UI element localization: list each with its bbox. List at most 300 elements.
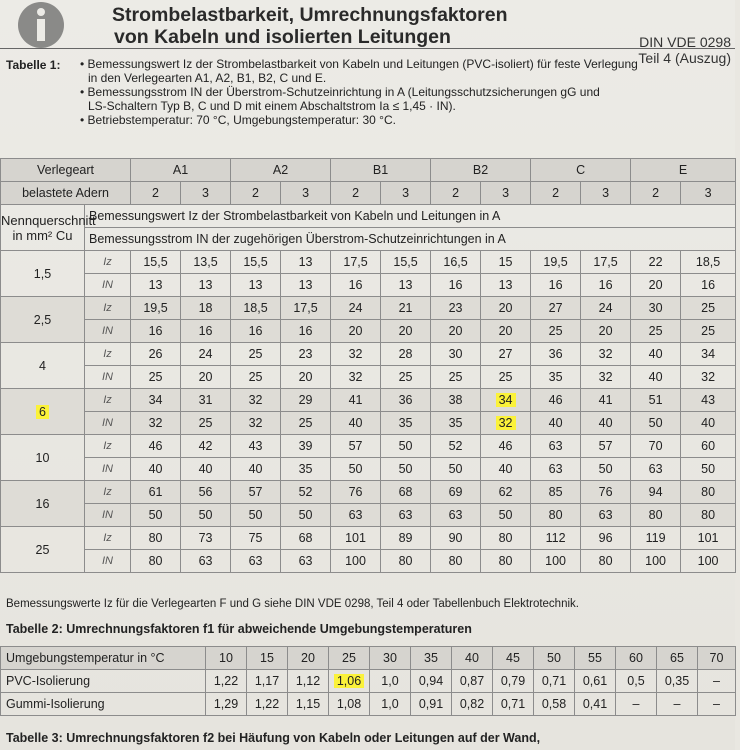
value-cell — [581, 251, 631, 274]
cell-value: 57 — [348, 439, 363, 453]
cell-value: 50 — [198, 508, 213, 522]
value-cell — [531, 274, 581, 297]
value-cell — [131, 412, 181, 435]
cross-section-cell — [1, 481, 85, 527]
cell-value: 50 — [298, 508, 313, 522]
value-cell — [581, 481, 631, 504]
value-cell — [631, 251, 681, 274]
value-cell — [181, 527, 231, 550]
gummi-factor: 1,08 — [329, 693, 370, 716]
cell-value: 89 — [398, 531, 413, 545]
value-cell — [181, 412, 231, 435]
gummi-factor: 1,22 — [247, 693, 288, 716]
adern-count: 3 — [481, 182, 531, 205]
cell-value: 100 — [345, 554, 366, 568]
value-cell — [181, 389, 231, 412]
cross-section-cell — [1, 343, 85, 389]
factor-value: 0,71 — [541, 674, 567, 688]
cell-value: 25 — [701, 324, 716, 338]
cell-value: 101 — [697, 531, 719, 545]
value-cell — [331, 527, 381, 550]
value-cell — [131, 297, 181, 320]
cell-value: 23 — [298, 347, 313, 361]
cell-value: 50 — [398, 439, 413, 453]
cell-value: 16 — [701, 278, 716, 292]
value-cell — [531, 481, 581, 504]
value-cell — [131, 550, 181, 573]
cell-value: 80 — [548, 508, 563, 522]
iz-symbol: Iz — [85, 435, 131, 458]
cell-value: 20 — [648, 278, 663, 292]
cell-value: 50 — [348, 462, 363, 476]
value-cell — [231, 412, 281, 435]
factor-value: 0,61 — [582, 674, 608, 688]
value-cell — [331, 366, 381, 389]
value-cell — [431, 550, 481, 573]
cell-value: 112 — [545, 531, 566, 545]
value-cell — [681, 504, 736, 527]
gummi-factor: 0,41 — [575, 693, 616, 716]
value-cell — [381, 274, 431, 297]
cell-value: 32 — [148, 416, 163, 430]
cell-value: 119 — [645, 531, 666, 545]
cell-value: 16 — [448, 278, 463, 292]
value-cell — [681, 550, 736, 573]
value-cell — [331, 389, 381, 412]
value-cell — [581, 297, 631, 320]
value-cell — [331, 251, 381, 274]
cell-value: 25 — [148, 370, 163, 384]
cell-value: 25 — [298, 416, 313, 430]
cell-value: 50 — [248, 508, 263, 522]
cross-section-cell — [1, 297, 85, 343]
cell-value: 69 — [448, 485, 463, 499]
cell-value: 31 — [198, 393, 213, 407]
cell-value: 25 — [448, 370, 463, 384]
value-cell — [131, 320, 181, 343]
cell-value: 50 — [148, 508, 163, 522]
cross-section-value: 1,5 — [33, 266, 52, 281]
cell-value: 24 — [348, 301, 363, 315]
value-cell — [381, 458, 431, 481]
gummi-factor: – — [698, 693, 736, 716]
cell-value: 41 — [348, 393, 363, 407]
table1-notes: • Bemessungswert Iz der Strombelastbarkeit von Kabeln und Leitungen (PVC-isoliert) für feste Verlegung in den Verlegearten A1, A2, B1, B2, C und E. • Bemessungsstrom IN der Überstrom-Schutzeinrichtung in A (Leitungsschutzsicherungen gG und LS-Schaltern Typ B, C und D mit einem Abschaltstrom Ia ≤ 1,45 · IN). • Betriebstemperatur: 70 °C, Umgebungstemperatur: 30 °C. — [80, 57, 638, 127]
value-cell — [431, 389, 481, 412]
cross-section-cell — [1, 389, 85, 435]
value-cell — [231, 458, 281, 481]
value-cell — [531, 412, 581, 435]
nq-label-line1: Nennquerschnitt — [1, 212, 96, 228]
value-cell — [381, 251, 431, 274]
pvc-factor — [411, 670, 452, 693]
cell-value: 21 — [398, 301, 413, 315]
value-cell — [431, 527, 481, 550]
temp-value: 30 — [370, 647, 411, 670]
factor-value: 0,79 — [500, 674, 526, 688]
cell-value: 20 — [298, 370, 313, 384]
value-cell — [631, 274, 681, 297]
value-cell — [431, 297, 481, 320]
cell-value: 20 — [398, 324, 413, 338]
cell-value: 63 — [398, 508, 413, 522]
cell-value: 63 — [248, 554, 263, 568]
cell-value: 80 — [448, 554, 463, 568]
value-cell — [181, 458, 231, 481]
temp-value: 50 — [534, 647, 575, 670]
value-cell — [681, 481, 736, 504]
cell-value: 75 — [248, 531, 263, 545]
value-cell — [381, 320, 431, 343]
cell-value: 16,5 — [443, 255, 468, 269]
method-header: E — [631, 159, 736, 182]
cell-value: 34 — [496, 393, 516, 407]
cell-value: 19,5 — [543, 255, 568, 269]
current-capacity-table — [0, 158, 736, 573]
value-cell — [681, 412, 736, 435]
value-cell — [331, 481, 381, 504]
table1-footnote: Bemessungswerte Iz für die Verlegearten F und G siehe DIN VDE 0298, Teil 4 oder Tabellenbuch Elektrotechnik. — [6, 598, 579, 610]
cell-value: 18 — [198, 301, 213, 315]
factor-value: – — [713, 674, 720, 688]
temp-value: 25 — [329, 647, 370, 670]
cell-value: 60 — [701, 439, 716, 453]
value-cell — [531, 504, 581, 527]
cell-value: 63 — [598, 508, 613, 522]
cell-value: 16 — [348, 278, 363, 292]
value-cell — [231, 550, 281, 573]
value-cell — [631, 343, 681, 366]
value-cell — [281, 458, 331, 481]
value-cell — [581, 550, 631, 573]
cell-value: 32 — [496, 416, 516, 430]
gummi-factor: 0,91 — [411, 693, 452, 716]
value-cell — [531, 527, 581, 550]
cell-value: 32 — [248, 393, 263, 407]
value-cell — [181, 320, 231, 343]
value-cell — [631, 550, 681, 573]
cell-value: 30 — [448, 347, 463, 361]
value-cell — [181, 504, 231, 527]
value-cell — [431, 458, 481, 481]
cell-value: 68 — [298, 531, 313, 545]
value-cell — [581, 458, 631, 481]
cell-value: 63 — [348, 508, 363, 522]
cell-value: 32 — [598, 370, 613, 384]
cell-value: 20 — [498, 301, 513, 315]
value-cell — [281, 481, 331, 504]
cell-value: 20 — [348, 324, 363, 338]
cell-value: 32 — [248, 416, 263, 430]
cell-value: 101 — [345, 531, 366, 545]
cell-value: 25 — [648, 324, 663, 338]
value-cell — [331, 274, 381, 297]
value-cell — [181, 297, 231, 320]
iz-symbol: Iz — [85, 527, 131, 550]
cross-section-value: 10 — [35, 450, 50, 465]
cell-value: 15,5 — [243, 255, 268, 269]
cell-value: 50 — [701, 462, 716, 476]
value-cell — [381, 389, 431, 412]
cell-value: 100 — [697, 554, 719, 568]
value-cell — [381, 366, 431, 389]
value-cell — [381, 435, 431, 458]
value-cell — [531, 550, 581, 573]
cell-value: 32 — [598, 347, 613, 361]
value-cell — [681, 527, 736, 550]
cell-value: 80 — [148, 554, 163, 568]
value-cell — [131, 366, 181, 389]
value-cell — [631, 412, 681, 435]
pvc-label: PVC-Isolierung — [1, 670, 206, 693]
value-cell — [281, 343, 331, 366]
value-cell — [481, 297, 531, 320]
adern-count: 3 — [581, 182, 631, 205]
value-cell — [631, 458, 681, 481]
value-cell — [381, 550, 431, 573]
cell-value: 76 — [348, 485, 363, 499]
value-cell — [581, 274, 631, 297]
temp-value: 65 — [657, 647, 698, 670]
cell-value: 63 — [648, 462, 663, 476]
iz-symbol: Iz — [85, 251, 131, 274]
cell-value: 40 — [348, 416, 363, 430]
temp-value: 10 — [206, 647, 247, 670]
cell-value: 50 — [648, 416, 663, 430]
factor-value: 1,22 — [213, 674, 239, 688]
value-cell — [131, 527, 181, 550]
value-cell — [481, 320, 531, 343]
cell-value: 90 — [448, 531, 463, 545]
factor-value: 1,12 — [295, 674, 321, 688]
cross-section-value: 6 — [36, 405, 49, 419]
cell-value: 61 — [148, 485, 163, 499]
cell-value: 25 — [198, 416, 213, 430]
cell-value: 46 — [498, 439, 513, 453]
factor-value: 0,35 — [664, 674, 690, 688]
value-cell — [431, 412, 481, 435]
cell-value: 24 — [598, 301, 613, 315]
adern-count: 2 — [231, 182, 281, 205]
method-header: C — [531, 159, 631, 182]
cell-value: 57 — [248, 485, 263, 499]
value-cell — [481, 527, 531, 550]
cell-value: 25 — [498, 370, 513, 384]
iz-symbol: Iz — [85, 297, 131, 320]
nennquerschnitt-label — [1, 205, 96, 251]
pvc-factor — [247, 670, 288, 693]
cell-value: 63 — [198, 554, 213, 568]
cell-value: 46 — [548, 393, 563, 407]
cell-value: 40 — [198, 462, 213, 476]
norm-reference: DIN VDE 0298 Teil 4 (Auszug) — [638, 34, 731, 66]
cell-value: 17,5 — [293, 301, 318, 315]
cell-value: 80 — [498, 531, 513, 545]
cell-value: 32 — [348, 347, 363, 361]
value-cell — [331, 458, 381, 481]
pvc-factor — [698, 670, 736, 693]
value-cell — [681, 458, 736, 481]
value-cell — [281, 366, 331, 389]
value-cell — [431, 320, 481, 343]
value-cell — [331, 550, 381, 573]
cell-value: 15,5 — [393, 255, 418, 269]
in-symbol: IN — [85, 274, 131, 297]
cell-value: 51 — [648, 393, 663, 407]
pvc-factor — [206, 670, 247, 693]
iz-symbol: Iz — [85, 481, 131, 504]
value-cell — [631, 435, 681, 458]
value-cell — [531, 435, 581, 458]
cell-value: 56 — [198, 485, 213, 499]
value-cell — [331, 343, 381, 366]
gummi-factor: – — [657, 693, 698, 716]
cell-value: 63 — [298, 554, 313, 568]
value-cell — [681, 366, 736, 389]
adern-count: 3 — [181, 182, 231, 205]
page-title: Strombelastbarkeit, Umrechnungsfaktoren von Kabeln und isolierten Leitungen — [112, 4, 508, 48]
cross-section-value: 4 — [39, 358, 46, 373]
cell-value: 96 — [598, 531, 613, 545]
temperature-factor-table — [0, 646, 736, 716]
cross-section-value: 2,5 — [33, 312, 52, 327]
adern-count: 2 — [431, 182, 481, 205]
cell-value: 35 — [298, 462, 313, 476]
temp-value: 60 — [616, 647, 657, 670]
cell-value: 13 — [498, 278, 513, 292]
value-cell — [181, 274, 231, 297]
value-cell — [681, 297, 736, 320]
value-cell — [231, 481, 281, 504]
value-cell — [231, 435, 281, 458]
cell-value: 35 — [398, 416, 413, 430]
cell-value: 22 — [648, 255, 663, 269]
value-cell — [131, 389, 181, 412]
cell-value: 46 — [148, 439, 163, 453]
iz-symbol: Iz — [85, 389, 131, 412]
value-cell — [181, 366, 231, 389]
value-cell — [631, 389, 681, 412]
gummi-factor: 1,29 — [206, 693, 247, 716]
cell-value: 30 — [648, 301, 663, 315]
value-cell — [381, 527, 431, 550]
cell-value: 13 — [248, 278, 263, 292]
table3-title: Tabelle 3: Umrechnungsfaktoren f2 bei Häufung von Kabeln oder Leitungen auf der Wand, — [6, 731, 541, 745]
value-cell — [631, 320, 681, 343]
cell-value: 35 — [448, 416, 463, 430]
method-header: B1 — [331, 159, 431, 182]
value-cell — [431, 251, 481, 274]
cell-value: 76 — [598, 485, 613, 499]
factor-value: 1,0 — [381, 674, 399, 688]
cell-value: 50 — [498, 508, 513, 522]
gummi-factor: 1,15 — [288, 693, 329, 716]
value-cell — [331, 504, 381, 527]
in-symbol: IN — [85, 320, 131, 343]
cell-value: 52 — [448, 439, 463, 453]
value-cell — [331, 412, 381, 435]
verlegeart-label: Verlegeart — [1, 159, 131, 182]
value-cell — [281, 320, 331, 343]
value-cell — [481, 504, 531, 527]
value-cell — [681, 251, 736, 274]
value-cell — [481, 412, 531, 435]
temp-value: 55 — [575, 647, 616, 670]
cell-value: 32 — [348, 370, 363, 384]
cell-value: 16 — [248, 324, 263, 338]
cell-value: 18,5 — [695, 255, 721, 269]
cell-value: 25 — [548, 324, 563, 338]
value-cell — [481, 458, 531, 481]
cell-value: 16 — [598, 278, 613, 292]
cell-value: 80 — [701, 485, 716, 499]
value-cell — [481, 366, 531, 389]
value-cell — [381, 481, 431, 504]
value-cell — [431, 366, 481, 389]
cell-value: 15 — [498, 255, 513, 269]
cell-value: 39 — [298, 439, 313, 453]
cell-value: 25 — [701, 301, 716, 315]
adern-count: 3 — [281, 182, 331, 205]
temp-value: 40 — [452, 647, 493, 670]
adern-count: 2 — [631, 182, 681, 205]
value-cell — [581, 504, 631, 527]
value-cell — [181, 251, 231, 274]
temp-value: 35 — [411, 647, 452, 670]
in-symbol: IN — [85, 366, 131, 389]
value-cell — [481, 274, 531, 297]
cell-value: 25 — [248, 347, 263, 361]
header-divider — [0, 48, 735, 49]
value-cell — [131, 435, 181, 458]
pvc-factor — [657, 670, 698, 693]
cell-value: 26 — [148, 347, 163, 361]
value-cell — [231, 297, 281, 320]
adern-count: 3 — [381, 182, 431, 205]
cell-value: 63 — [548, 439, 563, 453]
cell-value: 13,5 — [193, 255, 218, 269]
cell-value: 80 — [148, 531, 163, 545]
value-cell — [531, 458, 581, 481]
value-cell — [181, 481, 231, 504]
cell-value: 20 — [198, 370, 213, 384]
cell-value: 52 — [298, 485, 313, 499]
in-symbol: IN — [85, 412, 131, 435]
in-symbol: IN — [85, 458, 131, 481]
value-cell — [281, 297, 331, 320]
cell-value: 17,5 — [593, 255, 618, 269]
cell-value: 16 — [298, 324, 313, 338]
cell-value: 42 — [198, 439, 213, 453]
cell-value: 27 — [548, 301, 563, 315]
cell-value: 70 — [648, 439, 663, 453]
value-cell — [281, 527, 331, 550]
cross-section-cell — [1, 527, 85, 573]
cell-value: 13 — [298, 255, 313, 269]
value-cell — [181, 550, 231, 573]
cell-value: 40 — [598, 416, 613, 430]
value-cell — [281, 389, 331, 412]
cell-value: 40 — [148, 462, 163, 476]
cell-value: 13 — [298, 278, 313, 292]
value-cell — [431, 504, 481, 527]
value-cell — [381, 504, 431, 527]
cell-value: 13 — [198, 278, 213, 292]
cell-value: 15,5 — [143, 255, 168, 269]
value-cell — [481, 550, 531, 573]
cross-section-cell — [1, 251, 85, 297]
value-cell — [631, 504, 681, 527]
